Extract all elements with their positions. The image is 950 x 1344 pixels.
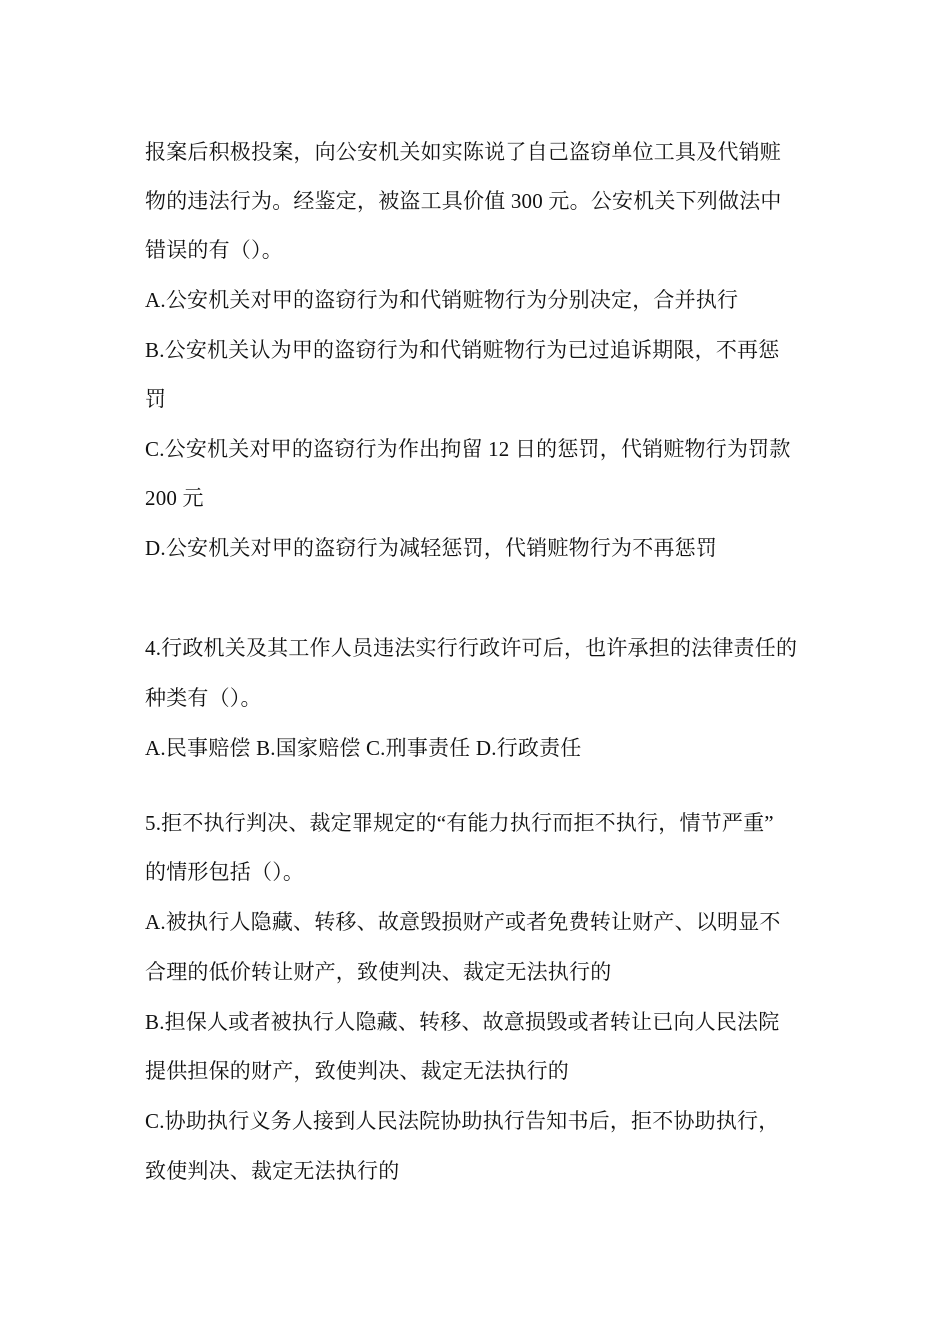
question-5-option-b: B.担保人或者被执行人隐藏、转移、故意损毁或者转让已向人民法院	[145, 1010, 780, 1034]
question-3-option-b: B.公安机关认为甲的盗窃行为和代销赃物行为已过追诉期限，不再惩	[145, 338, 780, 362]
question-3-option-c: C.公安机关对甲的盗窃行为作出拘留 12 日的惩罚，代销赃物行为罚款	[145, 437, 791, 461]
question-3-option-a: A.公安机关对甲的盗窃行为和代销赃物行为分别决定，合并执行	[145, 288, 739, 312]
question-5-text-line: 5.拒不执行判决、裁定罪规定的“有能力执行而拒不执行，情节严重”	[145, 811, 774, 835]
question-3-text-line: 报案后积极投案，向公安机关如实陈说了自己盗窃单位工具及代销赃	[145, 140, 781, 164]
question-3-text-line: 错误的有（）。	[145, 238, 283, 262]
question-4-text-line: 种类有（）。	[145, 686, 262, 710]
question-5-option-c: C.协助执行义务人接到人民法院协助执行告知书后，拒不协助执行，	[145, 1109, 780, 1133]
question-3-option-d: D.公安机关对甲的盗窃行为减轻惩罚，代销赃物行为不再惩罚	[145, 536, 718, 560]
question-3-option-c-continued: 200 元	[145, 486, 204, 510]
question-5-option-a-continued: 合理的低价转让财产，致使判决、裁定无法执行的	[145, 960, 612, 984]
question-5-text-line: 的情形包括（）。	[145, 860, 305, 884]
question-5-option-a: A.被执行人隐藏、转移、故意毁损财产或者免费转让财产、以明显不	[145, 910, 781, 934]
question-5-option-c-continued: 致使判决、裁定无法执行的	[145, 1159, 400, 1183]
question-3-option-b-continued: 罚	[145, 387, 167, 411]
question-5-option-b-continued: 提供担保的财产，致使判决、裁定无法执行的	[145, 1059, 569, 1083]
question-4-options: A.民事赔偿 B.国家赔偿 C.刑事责任 D.行政责任	[145, 736, 582, 760]
question-3-text-line: 物的违法行为。经鉴定，被盗工具价值 300 元。公安机关下列做法中	[145, 189, 782, 213]
question-4-text-line: 4.行政机关及其工作人员违法实行行政许可后，也许承担的法律责任的	[145, 636, 798, 660]
